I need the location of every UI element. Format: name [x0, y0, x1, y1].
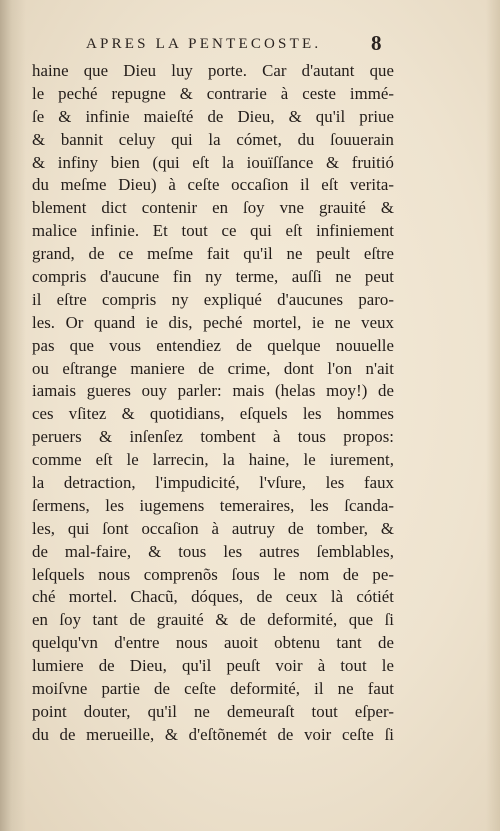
text-line: compris d'aucune fin ny terme, auſſi ne peut: [32, 267, 394, 287]
text-line: lumiere de Dieu, qu'il peuſt voir à tout le: [32, 656, 394, 676]
text-line: grand, de ce meſme fait qu'il ne peult eſtre: [32, 244, 394, 264]
text-line: leſquels nous comprenõs ſous le nom de pe-: [32, 564, 394, 584]
text-line: pas que vous entendiez de quelque nouuelle: [32, 335, 394, 355]
body-text: [32, 60, 394, 747]
text-line: ché mortel. Chacũ, dóques, de ceux là cótiét: [32, 587, 394, 607]
text-line: ſe & infinie maieſté de Dieu, & qu'il priue: [32, 106, 394, 126]
text-line: iamais gueres ouy parler: mais (helas moy!) de: [32, 381, 394, 401]
text-line: la detraction, l'impudicité, l'vſure, les faux: [32, 473, 394, 493]
text-line: comme eſt le larrecin, la haine, le iurement,: [32, 450, 394, 470]
text-line: les. Or quand ie dis, peché mortel, ie ne veux: [32, 312, 394, 332]
text-line: & bannit celuy qui la cómet, du ſouuerain: [32, 129, 394, 149]
text-line: le peché repugne & contrarie à ceste immé-: [32, 83, 394, 103]
text-line: ces vſitez & quotidians, eſquels les hommes: [32, 404, 394, 424]
text-line: il eſtre compris ny expliqué d'aucunes paro-: [32, 289, 394, 309]
text-line: quelqu'vn d'entre nous auoit obtenu tant de: [32, 633, 394, 653]
running-title: APRES LA PENTECOSTE.: [86, 36, 322, 52]
text-line: & infiny bien (qui eſt la iouïſſance & fruitió: [32, 152, 394, 172]
text-line: en ſoy tant de grauité & de deformité, que ſi: [32, 610, 394, 630]
text-line: blement dict contenir en ſoy vne grauité &: [32, 198, 394, 218]
text-line: moiſvne partie de ceſte deformité, il ne faut: [32, 679, 394, 699]
page-edge-shading: [486, 0, 500, 831]
text-line: de mal-faire, & tous les autres ſemblables,: [32, 541, 394, 561]
text-line: point douter, qu'il ne demeuraſt tout eſper-: [32, 701, 394, 721]
text-line: haine que Dieu luy porte. Car d'autant que: [32, 61, 394, 80]
text-line: ou eſtrange maniere de crime, dont l'on n'ait: [32, 358, 394, 378]
page-number: 8: [371, 31, 382, 55]
binding-gutter-shadow: [0, 0, 26, 831]
text-line: peruers & inſenſez tombent à tous propos:: [32, 427, 394, 447]
text-line: du de merueille, & d'eſtõnemét de voir ceſte ſi: [32, 724, 394, 744]
text-line: ſermens, les iugemens temeraires, les ſcanda-: [32, 495, 394, 515]
text-line: du meſme Dieu) à ceſte occaſion il eſt verita-: [32, 175, 394, 195]
text-line: les, qui ſont occaſion à autruy de tomber, &: [32, 518, 394, 538]
text-line: malice infinie. Et tout ce qui eſt infiniement: [32, 221, 394, 241]
